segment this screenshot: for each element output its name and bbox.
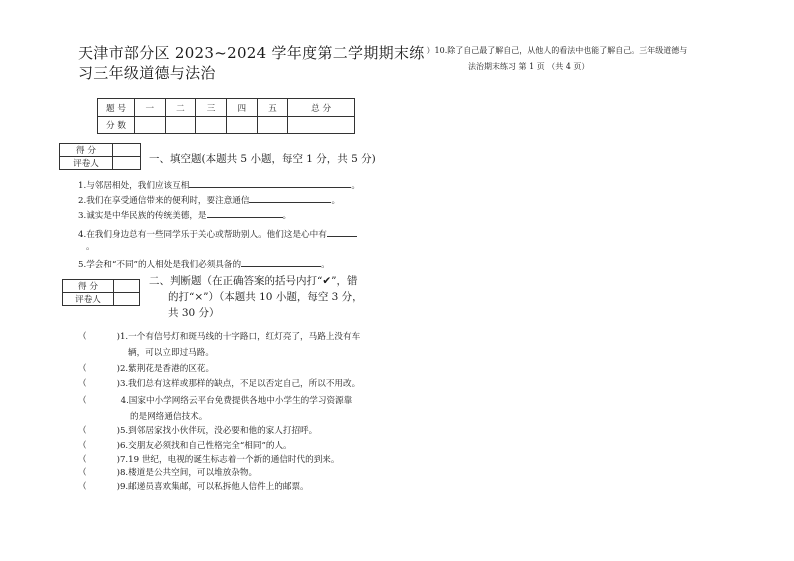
item-text: )5.到邻居家找小伙伴玩，没必要和他的家人打招呼。 bbox=[116, 426, 318, 436]
fill-question-1: 1.与邻居相处，我们应该互相 。 bbox=[78, 178, 360, 192]
score-table-header-cell: 二 bbox=[165, 99, 196, 117]
judge-item-1 bbox=[78, 331, 360, 343]
judge-item-3 bbox=[78, 378, 360, 390]
score-table-header-cell: 三 bbox=[196, 99, 227, 117]
answer-blank[interactable] bbox=[189, 178, 351, 188]
answer-paren[interactable]: （ bbox=[78, 441, 87, 451]
score-table-header-cell: 题 号 bbox=[98, 99, 135, 117]
score-cell bbox=[165, 117, 196, 134]
grader-cell bbox=[113, 157, 141, 170]
item-text: )8.楼道是公共空间，可以堆放杂物。 bbox=[116, 468, 258, 478]
question-text: 2.我们在享受通信带来的便利时，要注意通信 bbox=[78, 196, 250, 206]
answer-blank[interactable] bbox=[241, 257, 321, 267]
answer-paren[interactable]: （ bbox=[78, 426, 87, 436]
judge-item-9 bbox=[78, 481, 309, 493]
grader-score-cell bbox=[114, 280, 140, 293]
item-text: )7.19 世纪，电视的诞生标志着一个新的通信时代的到来。 bbox=[116, 455, 340, 465]
judge-item-1-cont: 辆，可以立即过马路。 bbox=[128, 348, 214, 358]
score-table-header-cell: 一 bbox=[135, 99, 166, 117]
item-text: )1.一个有信号灯和斑马线的十字路口，红灯亮了，马路上没有车 bbox=[116, 332, 361, 342]
score-cell bbox=[288, 117, 355, 134]
item-text: )2.紫荆花是香港的区花。 bbox=[116, 364, 215, 374]
score-table-header-cell: 五 bbox=[257, 99, 288, 117]
answer-paren[interactable]: （ bbox=[78, 364, 87, 374]
score-cell bbox=[196, 117, 227, 134]
grader-label: 评卷人 bbox=[60, 157, 113, 170]
answer-paren[interactable]: （ bbox=[78, 396, 87, 406]
item-text: )3.我们总有这样或那样的缺点，不足以否定自己，所以不用改。 bbox=[116, 379, 361, 389]
fill-question-2: 2.我们在享受通信带来的便利时，要注意通信 。 bbox=[78, 193, 340, 207]
judge-item-5 bbox=[78, 425, 317, 437]
fill-question-4 bbox=[78, 227, 357, 241]
judge-item-2 bbox=[78, 363, 214, 375]
answer-paren[interactable]: （ bbox=[78, 379, 87, 389]
section2-heading-line1: 二、判断题（在正确答案的括号内打“✔”，错 bbox=[149, 275, 358, 287]
grader-score-label: 得 分 bbox=[63, 280, 114, 293]
score-cell bbox=[135, 117, 166, 134]
judge-item-4-cont: 的是网络通信技术。 bbox=[130, 412, 208, 422]
answer-paren[interactable]: （ bbox=[78, 332, 87, 342]
score-cell bbox=[257, 117, 288, 134]
question-text: 1.与邻居相处，我们应该互相 bbox=[78, 181, 190, 191]
question-text: 4.在我们身边总有一些同学乐于关心或帮助别人。他们这是心中有 bbox=[78, 230, 327, 240]
fill-question-5: 5.学会和“不同”的人相处是我们必须具备的 。 bbox=[78, 257, 330, 271]
judge-item-8 bbox=[78, 467, 257, 479]
question-text: 3.诚实是中华民族的传统美德，是 bbox=[78, 211, 207, 221]
item-text: 4.国家中小学网络云平台免费提供各地中小学生的学习资源靠 bbox=[120, 396, 353, 406]
answer-paren[interactable]: （ bbox=[78, 468, 87, 478]
judge-item-10: （ ）10.除了自己最了解自己，从他人的看法中也能了解自己。三年级道德与 bbox=[416, 46, 688, 55]
grader-box-1 bbox=[59, 143, 141, 170]
page-footer: 法治期末练习 第 1 页 （共 4 页） bbox=[468, 62, 590, 71]
question-text: 5.学会和“不同”的人相处是我们必须具备的 bbox=[78, 260, 242, 270]
grader-label: 评卷人 bbox=[63, 293, 114, 306]
page-title-line1: 天津市部分区 2023~2024 学年度第二学期期末练 bbox=[78, 44, 425, 62]
grader-box-2 bbox=[62, 279, 140, 306]
judge-item-6 bbox=[78, 440, 292, 452]
judge-item-7 bbox=[78, 454, 340, 466]
score-cell bbox=[226, 117, 257, 134]
score-table bbox=[97, 98, 355, 134]
section2-heading-line3: 共 30 分） bbox=[168, 307, 220, 319]
grader-score-cell bbox=[113, 144, 141, 157]
answer-paren[interactable]: （ bbox=[78, 455, 87, 465]
item-text: )6.交朋友必须找和自己性格完全“相同”的人。 bbox=[116, 441, 292, 451]
score-table-row-label: 分 数 bbox=[98, 117, 135, 134]
fill-question-3: 3.诚实是中华民族的传统美德，是 。 bbox=[78, 208, 291, 222]
score-table-header-cell: 总 分 bbox=[288, 99, 355, 117]
item-text: )9.邮递员喜欢集邮，可以私拆他人信件上的邮票。 bbox=[116, 482, 309, 492]
answer-paren[interactable]: （ bbox=[78, 482, 87, 492]
grader-cell bbox=[114, 293, 140, 306]
answer-blank[interactable] bbox=[207, 208, 283, 218]
section1-heading: 一、填空题(本题共 5 小题，每空 1 分，共 5 分) bbox=[149, 153, 376, 165]
section2-heading-line2: 的打“×”）（本题共 10 小题，每空 3 分， bbox=[168, 291, 363, 303]
score-table-header-cell: 四 bbox=[226, 99, 257, 117]
grader-score-label: 得 分 bbox=[60, 144, 113, 157]
page-title-line2: 习三年级道德与法治 bbox=[78, 64, 216, 82]
answer-blank[interactable] bbox=[327, 227, 357, 237]
fill-question-4-tail: 。 bbox=[86, 242, 95, 252]
answer-blank[interactable] bbox=[249, 193, 331, 203]
judge-item-4 bbox=[78, 395, 352, 407]
